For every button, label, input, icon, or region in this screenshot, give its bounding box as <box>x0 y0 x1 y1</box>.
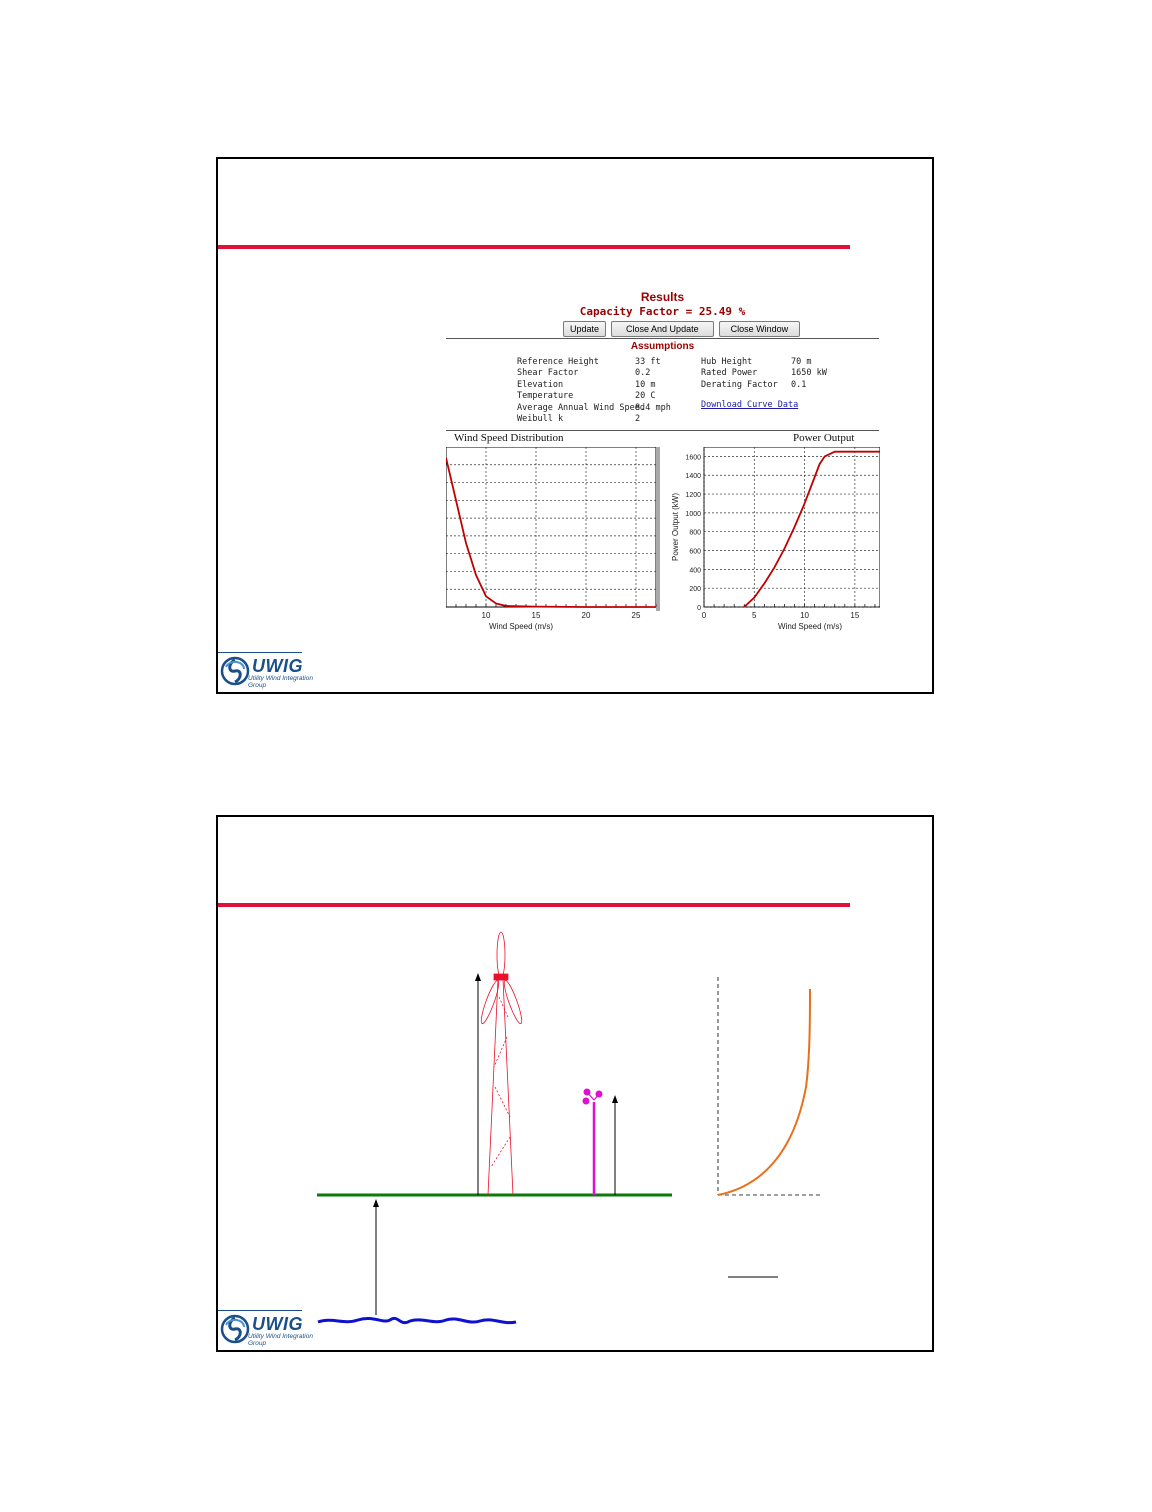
y-tick-label: 1200 <box>685 492 701 500</box>
y-tick-label: 1000 <box>685 510 701 518</box>
chart-title-wind: Wind Speed Distribution <box>454 432 564 444</box>
plot-shadow <box>656 447 660 611</box>
y-tick-label: 800 <box>689 529 701 537</box>
x-tick-label: 5 <box>752 611 757 620</box>
logo-subtitle: Utility Wind Integration Group <box>248 1333 313 1347</box>
wind-shear-diagram <box>218 817 936 1354</box>
plot-area <box>446 447 656 607</box>
chart-title-power: Power Output <box>793 432 855 444</box>
uwig-logo <box>218 652 313 696</box>
download-curve-link[interactable]: Download Curve Data <box>701 400 799 410</box>
wind-speed-chart <box>446 447 661 635</box>
param-label: Reference Height <box>517 357 599 367</box>
x-axis-label: Wind Speed (m/s) <box>488 622 554 631</box>
logo-rule <box>218 652 302 653</box>
title-underline <box>218 245 850 249</box>
logo-rule <box>218 1310 302 1311</box>
param-value: 1650 kW <box>791 368 827 378</box>
uwig-swirl-icon <box>220 655 250 687</box>
anemometer <box>583 1089 602 1195</box>
x-tick-label: 15 <box>531 611 541 620</box>
param-value: 0.2 <box>635 368 651 378</box>
button-row <box>563 321 800 337</box>
assumptions-title: Assumptions <box>630 341 695 352</box>
wind-turbine <box>478 932 524 1195</box>
logo-subtitle: Utility Wind Integration Group <box>248 675 313 689</box>
y-tick-label: 1600 <box>685 454 701 462</box>
param-value: 33 ft <box>635 357 661 367</box>
plot-area <box>704 447 880 607</box>
param-value: 20 C <box>635 391 656 401</box>
shear-curve <box>718 989 810 1195</box>
param-label: Average Annual Wind Speed <box>517 403 645 413</box>
slide-2 <box>216 815 934 1352</box>
y-tick-label: 200 <box>689 586 701 594</box>
close-and-update-button[interactable]: Close And Update <box>611 321 714 337</box>
param-label: Shear Factor <box>517 368 579 378</box>
x-axis-label: Wind Speed (m/s) <box>777 622 843 631</box>
x-tick-label: 15 <box>850 611 860 620</box>
param-value: 10 m <box>635 380 656 390</box>
param-label: Hub Height <box>701 357 753 367</box>
logo-name: UWIG <box>252 1314 303 1334</box>
y-tick-label: 400 <box>689 567 701 575</box>
param-value: 8.4 mph <box>635 403 671 413</box>
uwig-logo <box>218 1310 313 1354</box>
y-tick-label: 0 <box>697 605 701 612</box>
y-tick-label: 1400 <box>685 473 701 481</box>
uwig-swirl-icon <box>220 1313 250 1345</box>
x-tick-label: 0 <box>701 611 707 620</box>
x-tick-label: 20 <box>581 611 591 620</box>
x-tick-label: 10 <box>481 611 491 620</box>
sea-level-line <box>318 1318 516 1322</box>
x-tick-label: 25 <box>631 611 641 620</box>
slide-1 <box>216 157 934 694</box>
param-label: Derating Factor <box>701 380 778 390</box>
divider <box>446 430 879 431</box>
power-output-chart <box>670 447 880 635</box>
results-title: Results <box>640 290 685 304</box>
y-tick-label: 600 <box>689 548 701 556</box>
param-label: Temperature <box>517 391 574 401</box>
update-button[interactable]: Update <box>563 321 606 337</box>
capacity-factor: Capacity Factor = 25.49 % <box>579 305 746 318</box>
param-label: Weibull k <box>517 414 564 424</box>
nacelle <box>494 974 508 980</box>
param-label: Elevation <box>517 380 564 390</box>
param-value: 70 m <box>791 357 812 367</box>
param-value: 0.1 <box>791 380 807 390</box>
divider <box>446 338 879 339</box>
close-window-button[interactable]: Close Window <box>719 321 801 337</box>
logo-name: UWIG <box>252 656 303 676</box>
param-value: 2 <box>635 414 641 424</box>
param-label: Rated Power <box>701 368 758 378</box>
x-tick-label: 10 <box>800 611 810 620</box>
y-axis-label: Power Output (kW) <box>671 492 680 562</box>
